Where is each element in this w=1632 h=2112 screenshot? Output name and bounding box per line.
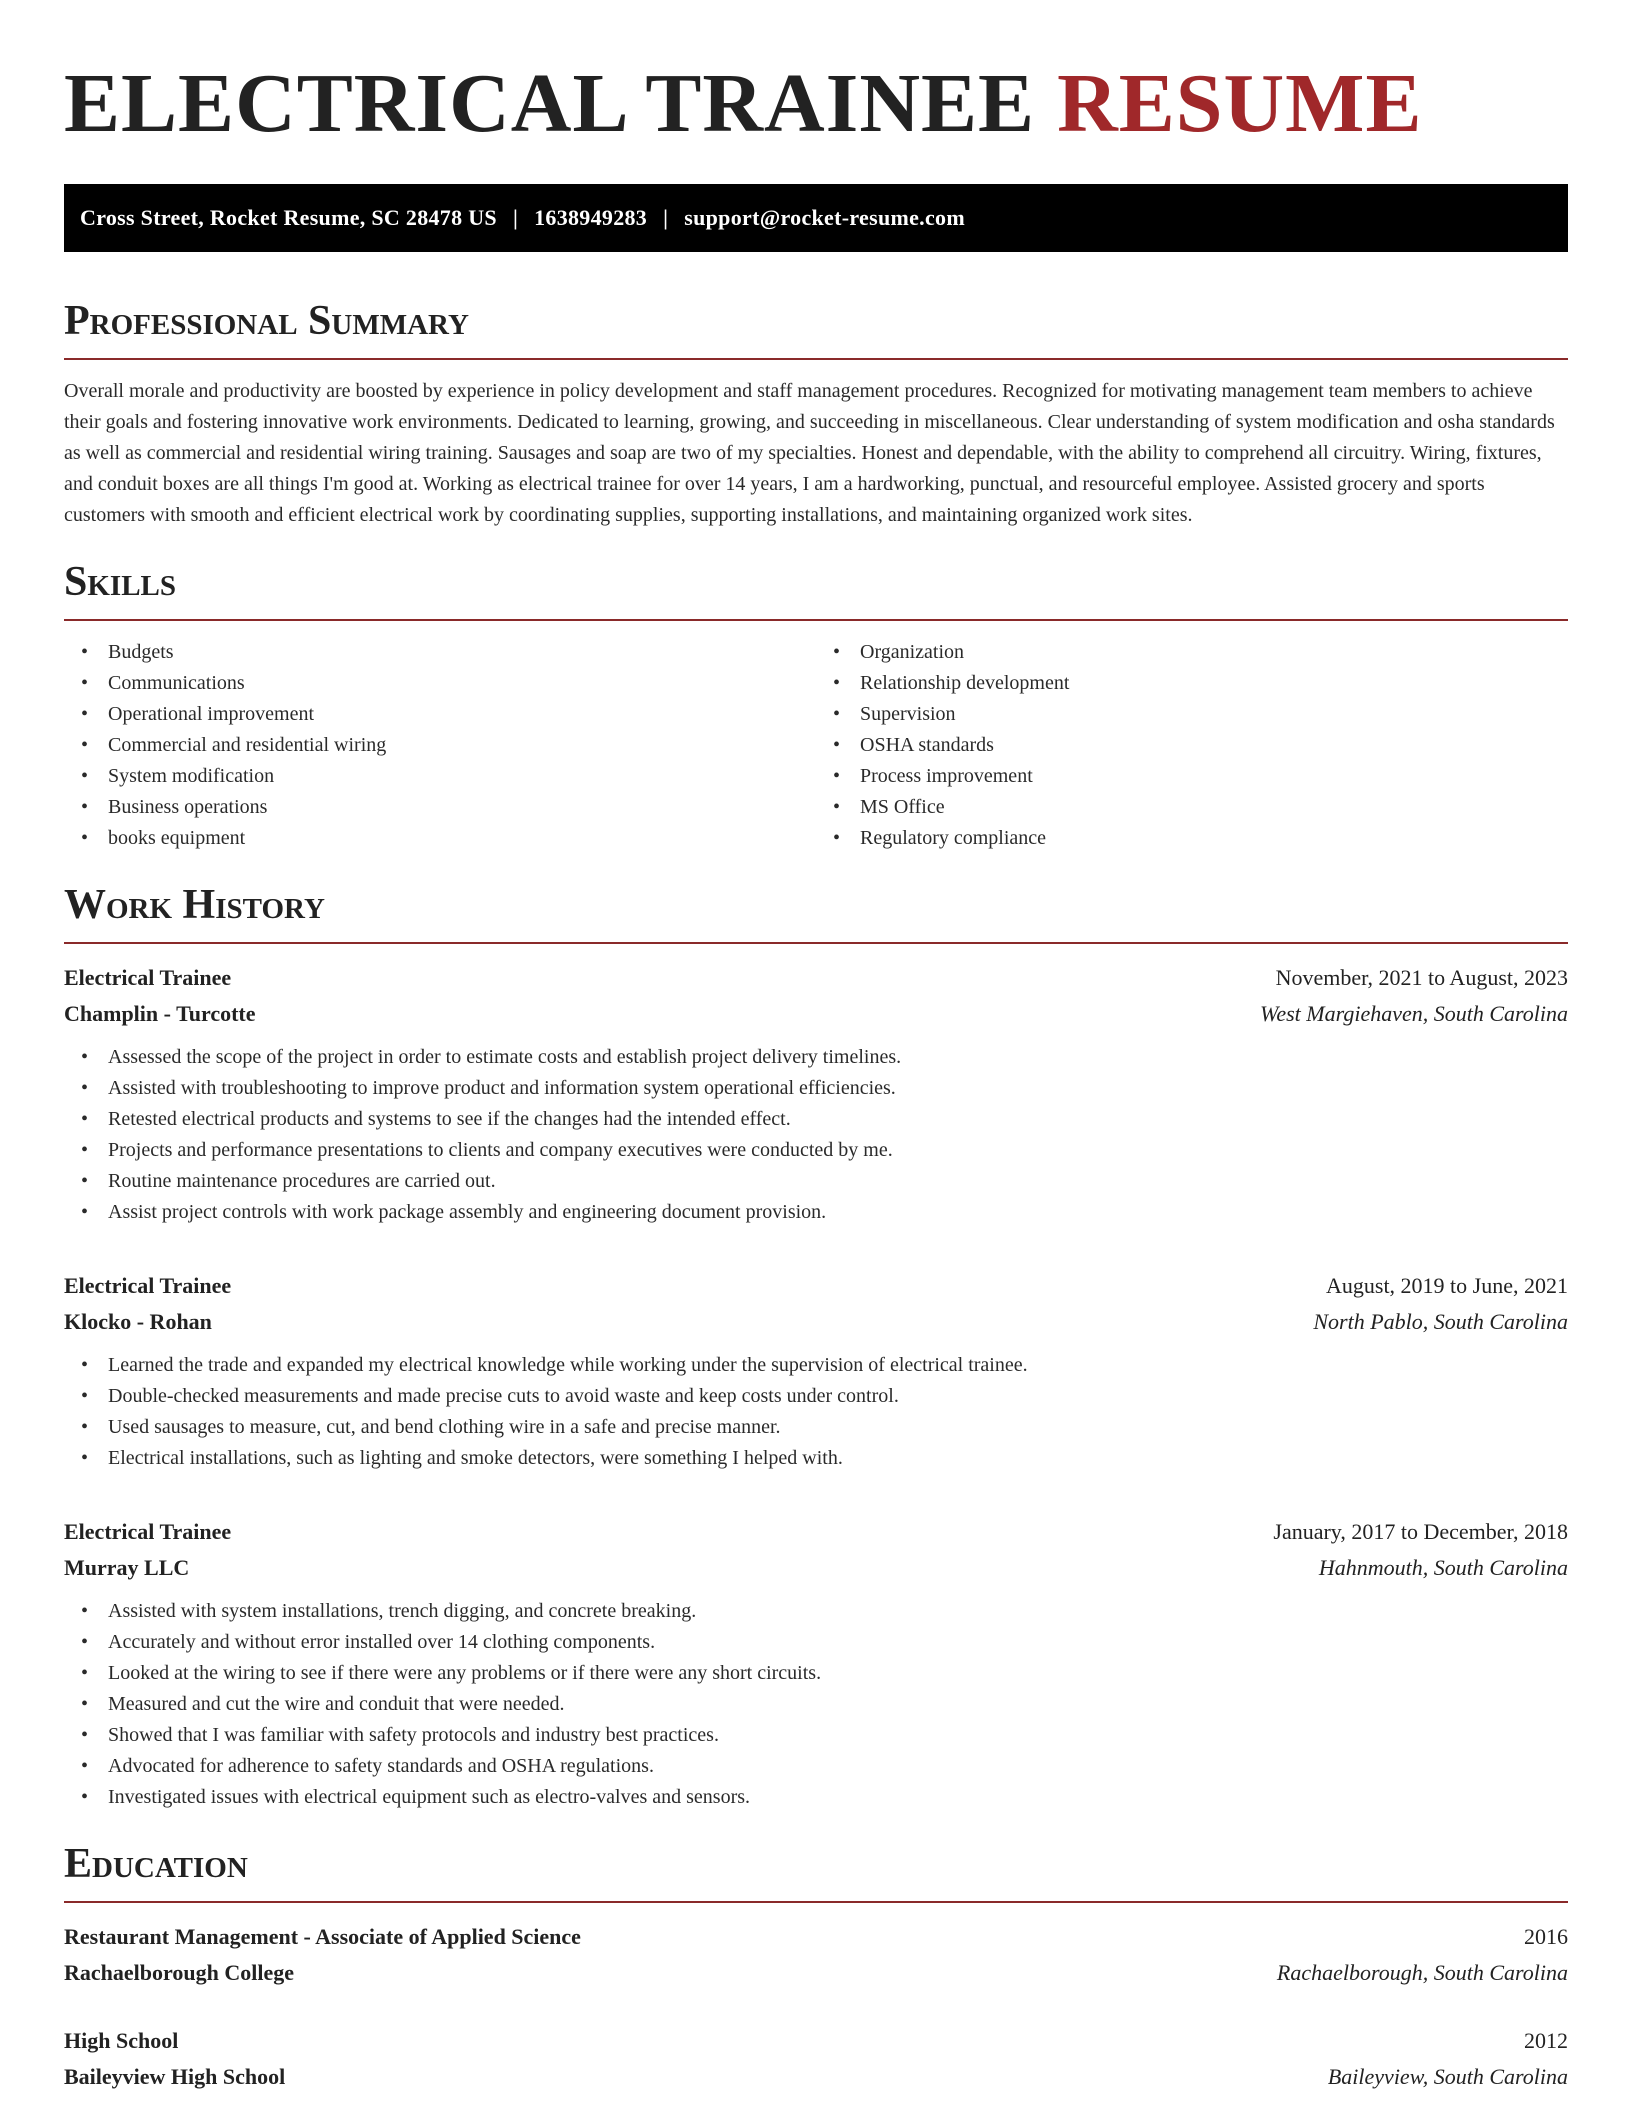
job-dates: November, 2021 to August, 2023 <box>1275 965 1568 990</box>
skills-columns <box>64 637 1568 854</box>
job-entry <box>64 1514 1568 1813</box>
summary-text: Overall morale and productivity are boosted by experience in policy development and staff management procedures. Recognized for motivating management team members to achieve their goals and fostering innovative work environments. Dedicated to learning, growing, and succeeding in miscellaneous. Clear understanding of system modification and osha standards as well as commercial and residential wiring training. Sausages and soap are two of my specialties. Honest and dependable, with the ability to comprehend all circuitry. Wiring, fixtures, and conduit boxes are all things I'm good at. Working as electrical trainee for over 14 years, I am a hardworking, punctual, and resourceful employee. Assisted grocery and sports customers with smooth and efficient electrical work by coordinating supplies, supporting installations, and maintaining organized work sites. <box>64 380 1555 526</box>
education-header <box>64 1919 1568 1955</box>
education-year: 2016 <box>1524 1924 1568 1949</box>
education-section <box>64 1839 1568 2095</box>
job-bullet: • Used sausages to measure, cut, and bend clothing wire in a safe and precise manner. <box>64 1412 1568 1443</box>
job-bullet: • Learned the trade and expanded my electrical knowledge while working under the supervision of electrical trainee. <box>64 1350 1568 1381</box>
skill-item: • Process improvement <box>816 761 1568 792</box>
job-location: West Margiehaven, South Carolina <box>1260 1001 1568 1026</box>
job-bullets <box>64 1042 1568 1228</box>
contact-separator: | <box>512 205 519 230</box>
job-bullet: • Showed that I was familiar with safety protocols and industry best practices. <box>64 1720 1568 1751</box>
contact-address: Cross Street, Rocket Resume, SC 28478 US <box>80 205 497 230</box>
job-bullet: • Electrical installations, such as lighting and smoke detectors, were something I helped with. <box>64 1443 1568 1474</box>
contact-email: support@rocket-resume.com <box>684 205 965 230</box>
job-bullet: • Retested electrical products and systems to see if the changes had the intended effect. <box>64 1104 1568 1135</box>
skill-item: • MS Office <box>816 792 1568 823</box>
section-divider <box>64 942 1568 944</box>
job-bullet: • Routine maintenance procedures are carried out. <box>64 1166 1568 1197</box>
summary-section <box>64 296 1568 531</box>
section-heading-education: Education <box>64 1841 248 1887</box>
job-subheader <box>64 1550 1568 1586</box>
skills-list-right <box>816 637 1568 854</box>
job-title: Electrical Trainee <box>64 965 232 990</box>
contact-bar <box>64 184 1568 252</box>
job-bullets <box>64 1596 1568 1813</box>
skill-item: • Commercial and residential wiring <box>64 730 816 761</box>
job-header <box>64 1268 1568 1304</box>
job-bullet: • Assisted with system installations, trench digging, and concrete breaking. <box>64 1596 1568 1627</box>
skill-item: • Regulatory compliance <box>816 823 1568 854</box>
work-history-section <box>64 880 1568 1813</box>
skills-section <box>64 557 1568 854</box>
job-company: Klocko - Rohan <box>64 1309 212 1334</box>
education-subheader <box>64 1955 1568 1991</box>
job-entry <box>64 1268 1568 1474</box>
skills-list-left <box>64 637 816 854</box>
education-entry <box>64 2023 1568 2095</box>
job-header <box>64 960 1568 996</box>
section-divider <box>64 1901 1568 1903</box>
job-title: Electrical Trainee <box>64 1273 232 1298</box>
job-title: Electrical Trainee <box>64 1519 232 1544</box>
job-bullet: • Projects and performance presentations to clients and company executives were conducted by me. <box>64 1135 1568 1166</box>
job-location: North Pablo, South Carolina <box>1313 1309 1568 1334</box>
skill-item: • Communications <box>64 668 816 699</box>
section-divider <box>64 619 1568 621</box>
section-heading-summary: Professional Summary <box>64 298 469 344</box>
title-main: ELECTRICAL TRAINEE <box>64 57 1036 150</box>
contact-separator: | <box>663 205 669 230</box>
education-school: Baileyview High School <box>64 2064 286 2089</box>
section-heading-skills: Skills <box>64 559 177 605</box>
skill-item: • Operational improvement <box>64 699 816 730</box>
education-header <box>64 2023 1568 2059</box>
education-entry <box>64 1919 1568 1991</box>
job-bullet: • Measured and cut the wire and conduit that were needed. <box>64 1689 1568 1720</box>
skill-item: • Supervision <box>816 699 1568 730</box>
skill-item: • Organization <box>816 637 1568 668</box>
skill-item: • System modification <box>64 761 816 792</box>
section-divider <box>64 358 1568 360</box>
resume-title <box>64 0 1568 152</box>
job-bullet: • Accurately and without error installed over 14 clothing components. <box>64 1627 1568 1658</box>
education-degree: High School <box>64 2028 179 2053</box>
education-location: Rachaelborough, South Carolina <box>1276 1960 1568 1985</box>
job-subheader <box>64 996 1568 1032</box>
job-header <box>64 1514 1568 1550</box>
job-location: Hahnmouth, South Carolina <box>1318 1555 1568 1580</box>
job-company: Champlin - Turcotte <box>64 1001 256 1026</box>
skill-item: • Relationship development <box>816 668 1568 699</box>
job-bullet: • Looked at the wiring to see if there were any problems or if there were any short circuits. <box>64 1658 1568 1689</box>
education-school: Rachaelborough College <box>64 1960 294 1985</box>
title-accent: RESUME <box>1057 57 1423 150</box>
job-bullet: • Assist project controls with work package assembly and engineering document provision. <box>64 1197 1568 1228</box>
skill-item: • Business operations <box>64 792 816 823</box>
education-subheader <box>64 2059 1568 2095</box>
job-bullet: • Double-checked measurements and made precise cuts to avoid waste and keep costs under control. <box>64 1381 1568 1412</box>
skill-item: • Budgets <box>64 637 816 668</box>
job-bullet: • Assessed the scope of the project in order to estimate costs and establish project delivery timelines. <box>64 1042 1568 1073</box>
job-bullet: • Assisted with troubleshooting to improve product and information system operational efficiencies. <box>64 1073 1568 1104</box>
skill-item: • OSHA standards <box>816 730 1568 761</box>
job-bullet: • Advocated for adherence to safety standards and OSHA regulations. <box>64 1751 1568 1782</box>
contact-phone: 1638949283 <box>534 205 648 230</box>
education-degree: Restaurant Management - Associate of Applied Science <box>64 1924 581 1949</box>
education-year: 2012 <box>1524 2028 1568 2053</box>
education-location: Baileyview, South Carolina <box>1327 2064 1568 2089</box>
job-bullet: • Investigated issues with electrical equipment such as electro-valves and sensors. <box>64 1782 1568 1813</box>
job-entry <box>64 960 1568 1228</box>
job-dates: January, 2017 to December, 2018 <box>1273 1519 1568 1544</box>
job-company: Murray LLC <box>64 1555 190 1580</box>
job-bullets <box>64 1350 1568 1474</box>
job-dates: August, 2019 to June, 2021 <box>1326 1273 1568 1298</box>
skill-item: • books equipment <box>64 823 816 854</box>
section-heading-work-history: Work History <box>64 882 325 928</box>
job-subheader <box>64 1304 1568 1340</box>
